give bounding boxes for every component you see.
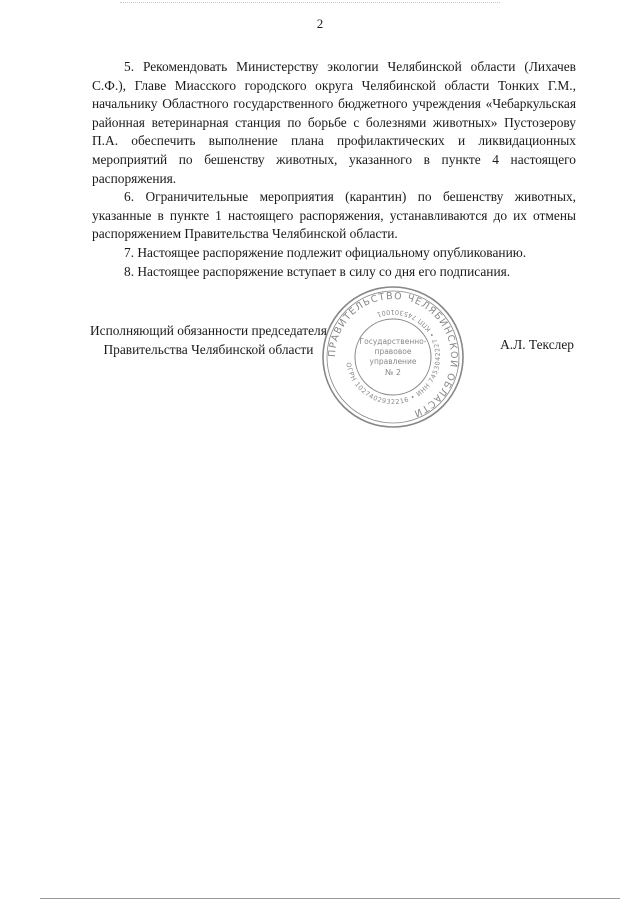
signatory-name: А.Л. Текслер bbox=[500, 337, 574, 352]
official-seal-stamp bbox=[318, 282, 468, 432]
seal-ids-text: ОГРН 1027402932216 • ИНН 7453042227 • КПП 745301001 bbox=[344, 307, 443, 407]
seal-inner-line-4: № 2 bbox=[385, 368, 401, 377]
position-line-2: Правительства Челябинской области bbox=[103, 341, 314, 357]
paragraph-6: 6. Ограничительные мероприятия (карантин) по бешенству животных, указанные в пункте 1 настоящего распоряжения, устанавливаются до их отмены распоряжением Правительства Челябинской области. bbox=[92, 189, 576, 242]
seal-outer-text: ПРАВИТЕЛЬСТВО ЧЕЛЯБИНСКОЙ ОБЛАСТИ bbox=[326, 290, 460, 420]
seal-inner-line-1: Государственно- bbox=[359, 337, 427, 346]
paragraph-7: 7. Настоящее распоряжение подлежит официальному опубликованию. bbox=[124, 244, 527, 260]
seal-inner-line-3: управление bbox=[369, 357, 417, 366]
paragraph-5: 5. Рекомендовать Министерству экологии Челябинской области (Лихачев С.Ф.), Главе Миасского городского округа Челябинской области Тонких Г.М., начальнику Областного государственного бюджетного учреждения «Чебаркульская районная ветеринарная станция по борьбе с болезнями животных» Пустозерову П.А. обеспечить выполнение плана профилактических и ликвидационных мероприятий по бешенству животных, указанного в пункте 4 настоящего распоряжения. bbox=[92, 59, 576, 186]
signatory-position bbox=[90, 322, 327, 359]
scan-artifact bbox=[120, 2, 500, 4]
document-body bbox=[92, 58, 576, 281]
signature-block bbox=[60, 290, 580, 428]
bottom-edge-line bbox=[40, 898, 620, 899]
position-line-1: Исполняющий обязанности председателя bbox=[90, 323, 327, 338]
paragraph-8: 8. Настоящее распоряжение вступает в силу со дня его подписания. bbox=[124, 263, 511, 279]
seal-inner-line-2: правовое bbox=[374, 347, 412, 356]
page-number: 2 bbox=[316, 16, 324, 31]
